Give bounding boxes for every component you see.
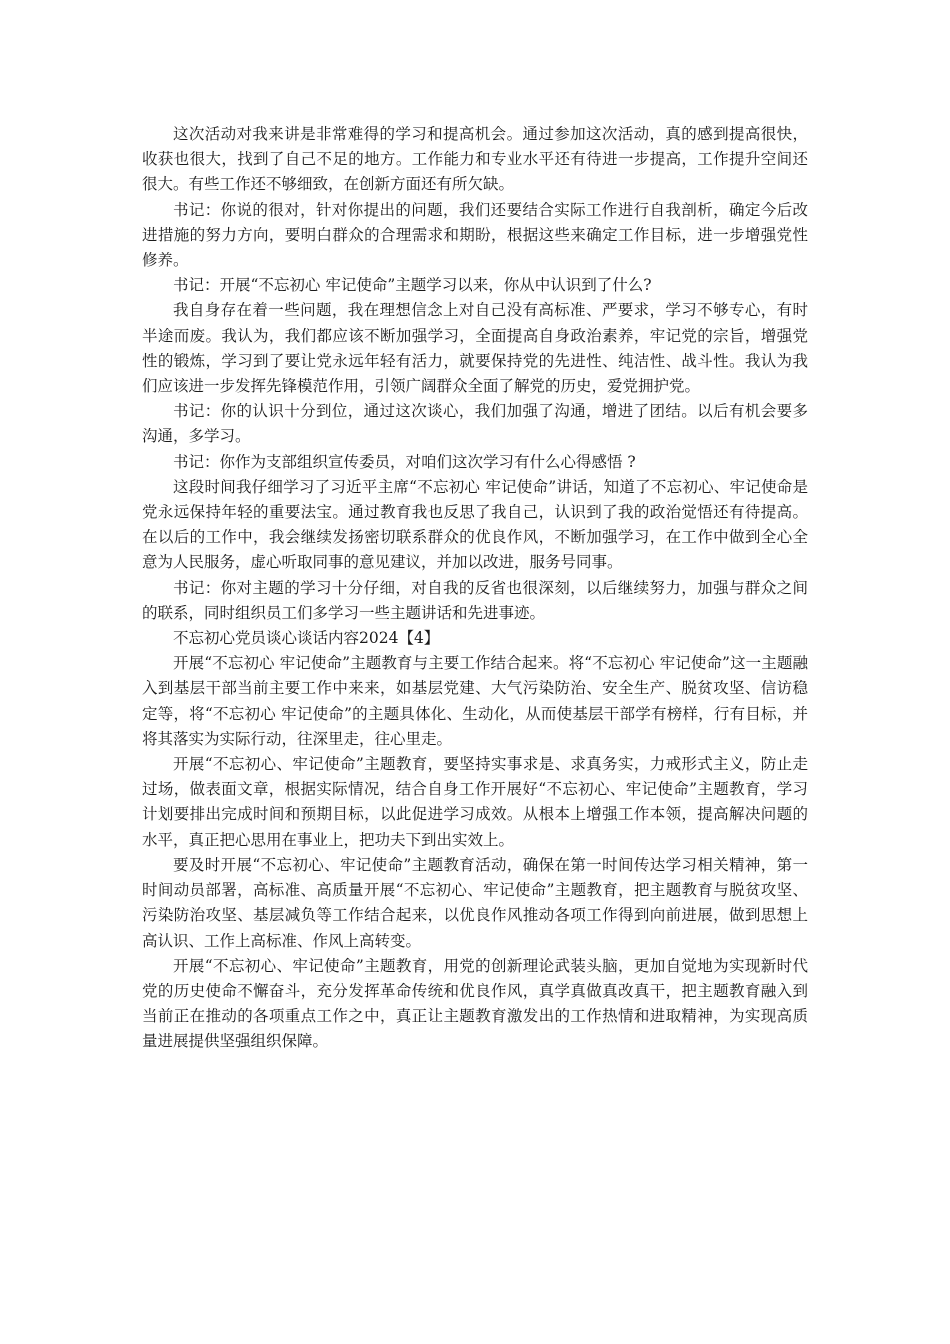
paragraph-11: 要及时开展“不忘初心、牢记使命”主题教育活动，确保在第一时间传达学习相关精神，第一时间动员部署，高标准、高质量开展“不忘初心、牢记使命”主题教育，把主题教育与脱贫攻坚、污染防治攻坚、基层减负等工作结合起来，以优良作风推动各项工作得到向前进展，做到思想上高认识、工作上高标准、作风上高转变。	[142, 855, 808, 950]
paragraph-3: 书记：开展“不忘初心 牢记使命”主题学习以来，你从中认识到了什么?	[173, 276, 652, 295]
section-heading: 不忘初心党员谈心谈话内容2024【4】	[173, 629, 440, 648]
paragraph-5: 书记：你的认识十分到位，通过这次谈心，我们加强了沟通，增进了团结。以后有机会要多沟通，多学习。	[142, 402, 808, 446]
paragraph-1: 这次活动对我来讲是非常难得的学习和提高机会。通过参加这次活动，真的感到提高很快，收获也很大，找到了自己不足的地方。工作能力和专业水平还有待进一步提高，工作提升空间还很大。有些工作还不够细致，在创新方面还有所欠缺。	[142, 125, 808, 194]
paragraph-2: 书记：你说的很对，针对你提出的问题，我们还要结合实际工作进行自我剖析，确定今后改进措施的努力方向，要明白群众的合理需求和期盼，根据这些来确定工作目标，进一步增强党性修养。	[142, 200, 808, 270]
paragraph-4: 我自身存在着一些问题，我在理想信念上对自己没有高标准、严要求，学习不够专心，有时半途而废。我认为，我们都应该不断加强学习，全面提高自身政治素养，牢记党的宗旨，增强党性的锻炼，学习到了要让党永远年轻有活力，就要保持党的先进性、纯洁性、战斗性。我认为我们应该进一步发挥先锋模范作用，引领广阔群众全面了解党的历史，爱党拥护党。	[142, 301, 808, 396]
paragraph-10: 开展“不忘初心、牢记使命”主题教育，要坚持实事求是、求真务实，力戒形式主义，防止走过场，做表面文章，根据实际情况，结合自身工作开展好“不忘初心、牢记使命”主题教育，学习计划要排出完成时间和预期目标，以此促进学习成效。从根本上增强工作本领，提高解决问题的水平，真正把心思用在事业上，把功夫下到出实效上。	[142, 755, 808, 849]
document-body	[142, 122, 808, 1055]
paragraph-9: 开展“不忘初心 牢记使命”主题教育与主要工作结合起来。将“不忘初心 牢记使命”这一主题融入到基层干部当前主要工作中来来，如基层党建、大气污染防治、安全生产、脱贫攻坚、信访稳定等，将“不忘初心 牢记使命”的主题具体化、生动化，从而使基层干部学有榜样，行有目标，并将其落实为实际行动，往深里走，往心里走。	[142, 654, 808, 748]
paragraph-6: 书记：你作为支部组织宣传委员，对咱们这次学习有什么心得感悟 ?	[173, 452, 636, 471]
paragraph-7: 这段时间我仔细学习了习近平主席“不忘初心 牢记使命”讲话，知道了不忘初心、牢记使命是党永远保持年轻的重要法宝。通过教育我也反思了我自己，认识到了我的政治觉悟还有待提高。在以后的工作中，我会继续发扬密切联系群众的优良作风，不断加强学习，在工作中做到全心全意为人民服务，虚心听取同事的意见建议，并加以改进，服务号同事。	[142, 477, 808, 572]
paragraph-12: 开展“不忘初心、牢记使命”主题教育，用党的创新理论武装头脑，更加自觉地为实现新时代党的历史使命不懈奋斗，充分发挥革命传统和优良作风，真学真做真改真干，把主题教育融入到当前正在推动的各项重点工作之中，真正让主题教育激发出的工作热情和进取精神，为实现高质量进展提供坚强组织保障。	[142, 956, 808, 1051]
paragraph-8: 书记：你对主题的学习十分仔细，对自我的反省也很深刻，以后继续努力，加强与群众之间的联系，同时组织员工们多学习一些主题讲话和先进事迹。	[142, 578, 808, 622]
